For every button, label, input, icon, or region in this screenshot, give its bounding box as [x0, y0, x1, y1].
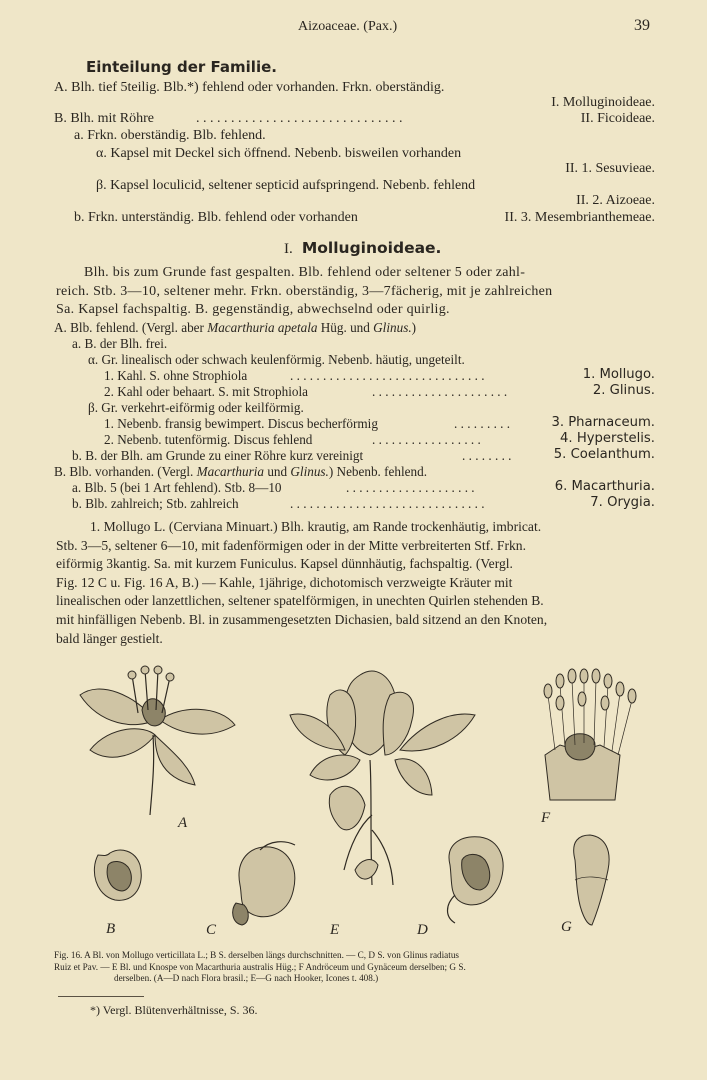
mollugo-line: linealischen oder lanzettlichen, seltener spatelförmigen, in unechten Quirlen stehenden B. — [56, 593, 544, 609]
figure-label: B — [106, 921, 116, 937]
mollugo-line: eiförmig 3kantig. Sa. mit kurzem Funiculus. Kapsel dünnhäutig, fachspaltig. (Vergl. — [56, 556, 513, 572]
key-result-molluginoideae: I. Molluginoideae. — [551, 95, 655, 110]
figure-b-seed-drawing — [94, 850, 141, 900]
caption-line: derselben. (A—D nach Flora brasil.; E—G nach Hooker, Icones t. 408.) — [114, 973, 379, 983]
key-line-bb: b. Frkn. unterständig. Blb. fehlend oder vorhanden — [74, 210, 358, 225]
figure-d-seed-drawing — [448, 837, 504, 923]
mollugo-paragraph — [56, 518, 656, 648]
dot-leader: . . . . . . . . . — [454, 416, 511, 431]
figure-label: D — [417, 922, 428, 938]
genus-result-mollugo: 1. Mollugo. — [582, 367, 655, 382]
key-result-sesuvieae: II. 1. Sesuvieae. — [565, 161, 655, 176]
genus-key-line: 1. Nebenb. fransig bewimpert. Discus becherförmig — [104, 416, 378, 431]
dot-leader: . . . . . . . . — [462, 448, 512, 463]
caption-line: Fig. 16. A Bl. von Mollugo verticillata L.; B S. derselben längs durchschnitten. — C, D S. von Glinus radiatus — [54, 950, 459, 960]
footnote: *) Vergl. Blütenverhältnisse, S. 36. — [90, 1003, 258, 1017]
key-line-b: B. Blh. mit Röhre — [54, 111, 154, 126]
footnote-rule — [58, 996, 144, 997]
genus-key-b: B. Blb. vorhanden. (Vergl. Macarthuria und Glinus.) Nebenb. fehlend. — [54, 464, 427, 479]
genus-key-line: 2. Kahl oder behaart. S. mit Strophiola — [104, 384, 309, 399]
figure-a-flower-drawing — [80, 666, 235, 815]
genus-key-line: 1. Kahl. S. ohne Strophiola — [104, 368, 248, 383]
key-line-beta: β. Kapsel loculicid, seltener septicid aufspringend. Nebenb. fehlend — [96, 178, 476, 193]
genus-key-a: A. Blb. fehlend. (Vergl. aber Macarthuria apetala Hüg. und Glinus.) — [54, 320, 417, 335]
intro-line: Blh. bis zum Grunde fast gespalten. Blb. fehlend oder seltener 5 oder zahl- — [84, 265, 526, 280]
key-result-aizoeae: II. 2. Aizoeae. — [576, 193, 655, 208]
botanical-figure — [60, 655, 660, 945]
figure-caption — [54, 950, 660, 985]
genus-key-line: b. Blb. zahlreich; Stb. zahlreich — [72, 496, 239, 511]
mollugo-line: 1. Mollugo L. (Cerviana Minuart.) Blh. krautig, am Rande trockenhäutig, imbricat. — [90, 519, 542, 534]
mollugo-line: Fig. 12 C u. Fig. 16 A, B.) — Kahle, 1jährige, dichotomisch verzweigte Kräuter mit — [56, 574, 513, 590]
running-header: Aizoaceae. (Pax.) — [298, 19, 398, 34]
genus-key-line: b. B. der Blh. am Grunde zu einer Röhre kurz vereinigt — [72, 448, 364, 463]
genus-result-macarthuria: 6. Macarthuria. — [554, 479, 655, 494]
intro-line: reich. Stb. 3—10, seltener mehr. Frkn. oberständig, 3—7fächerig, mit je zahlreichen — [56, 283, 553, 299]
section-heading: Einteilung der Familie. — [86, 58, 277, 76]
figure-label: G — [561, 919, 572, 935]
mollugo-line: mit hinfälligen Nebenb. Bl. in zusammengesetzten Dichasien, bald sitzend an den Knoten, — [56, 611, 548, 627]
genus-key-aa: a. B. der Blh. frei. — [72, 336, 168, 351]
genus-result-pharnaceum: 3. Pharnaceum. — [551, 415, 655, 430]
dot-leader: . . . . . . . . . . . . . . . . . . . . . — [372, 384, 508, 399]
genus-result-coelanthum: 5. Coelanthum. — [553, 447, 655, 462]
dot-leader: . . . . . . . . . . . . . . . . . . . . — [346, 480, 475, 495]
key-line-alpha: α. Kapsel mit Deckel sich öffnend. Nebenb. bisweilen vorhanden — [96, 146, 462, 161]
subfamily-name: Molluginoideae. — [301, 239, 442, 257]
figure-label: F — [541, 810, 551, 826]
key-result-mesembrianthemeae: II. 3. Mesembrianthemeae. — [504, 210, 655, 225]
intro-line: Sa. Kapsel fachspaltig. B. gegenständig, abwechselnd oder quirlig. — [56, 302, 450, 318]
key-line-ba: a. Frkn. oberständig. Blb. fehlend. — [74, 128, 266, 143]
genus-key-beta: β. Gr. verkehrt-eiförmig oder keilförmig. — [88, 400, 304, 415]
genus-result-glinus: 2. Glinus. — [592, 383, 655, 398]
mollugo-line: Stb. 3—5, seltener 6—10, mit fadenförmigen oder in der Mitte verbreiterten Stf. Frkn. — [56, 537, 527, 553]
dot-leader: . . . . . . . . . . . . . . . . . . . . . . . . . . . . . . — [290, 368, 485, 383]
key-line-a: A. Blh. tief 5teilig. Blb.*) fehlend oder vorhanden. Frkn. oberständig. — [54, 80, 445, 95]
mollugo-line: bald länger gestielt. — [56, 630, 163, 646]
dot-leader: . . . . . . . . . . . . . . . . . . . . . . . . . . . . . . — [196, 111, 403, 126]
caption-line: Ruiz et Pav. — E Bl. und Knospe von Macarthuria australis Hüg.; F Andröceum und Gynäceum derselben; G S. — [54, 961, 466, 972]
figure-c-seed-drawing — [233, 842, 295, 925]
figure-e-flower-drawing — [290, 671, 475, 885]
figure-label: E — [330, 922, 340, 938]
genus-key-alpha: α. Gr. linealisch oder schwach keulenförmig. Nebenb. häutig, ungeteilt. — [88, 352, 465, 367]
page-number: 39 — [634, 17, 650, 34]
key-result-ficoideae: II. Ficoideae. — [580, 111, 655, 126]
intro-paragraph — [56, 264, 656, 320]
genus-key-line: a. Blb. 5 (bei 1 Art fehlend). Stb. 8—10 — [72, 480, 282, 495]
subfamily-heading — [284, 238, 441, 258]
genus-result-orygia: 7. Orygia. — [590, 495, 655, 510]
dot-leader: . . . . . . . . . . . . . . . . . — [372, 432, 481, 447]
genus-result-hyperstelis: 4. Hyperstelis. — [560, 431, 655, 446]
figure-label: A — [178, 815, 188, 831]
figure-f-stamens-drawing — [544, 669, 636, 800]
genus-key-line: 2. Nebenb. tutenförmig. Discus fehlend — [104, 432, 313, 447]
figure-g-seed-drawing — [574, 835, 609, 925]
dot-leader: . . . . . . . . . . . . . . . . . . . . . . . . . . . . . . — [290, 496, 485, 511]
subfamily-numeral: I. — [284, 241, 293, 257]
figure-label: C — [206, 922, 217, 938]
